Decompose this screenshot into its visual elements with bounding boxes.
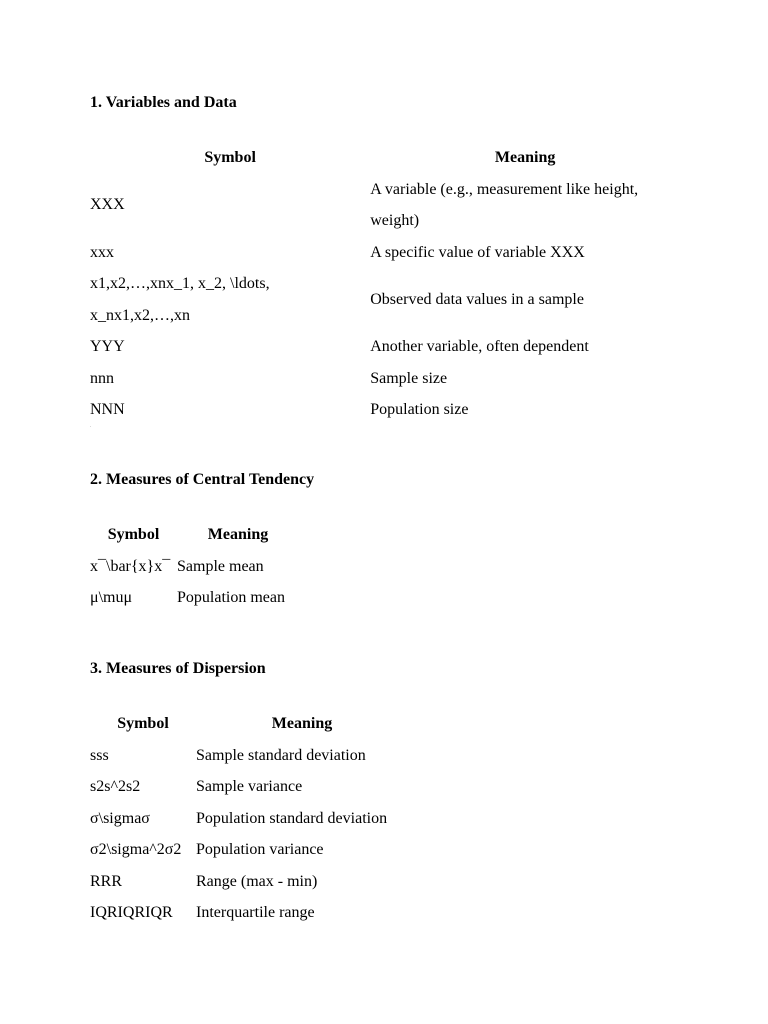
section-variables-and-data (90, 91, 680, 426)
symbol-cell: YYY (90, 338, 125, 355)
table-row (90, 174, 680, 237)
table-row (90, 740, 408, 772)
table-row (90, 866, 408, 898)
symbol-cell: xxx (90, 243, 114, 261)
symbol-cell: s2s^2s2 (90, 778, 141, 795)
column-header-symbol: Symbol (117, 715, 169, 732)
symbol-cell: RRR (90, 872, 123, 890)
meaning-cell: Sample size (370, 369, 448, 387)
meaning-cell: Population variance (196, 841, 324, 858)
meaning-cell: Another variable, often dependent (370, 338, 589, 355)
meaning-cell: Sample standard deviation (196, 746, 366, 764)
symbol-cell: σ\sigmaσ (90, 809, 150, 827)
meaning-cell: Population mean (177, 589, 285, 606)
symbol-cell: x¯\bar{x}x¯ (90, 557, 171, 575)
column-header-meaning: Meaning (271, 715, 333, 732)
meaning-cell: Range (max - min) (196, 872, 318, 890)
table-header-row (90, 519, 299, 551)
symbol-cell: nnn (90, 369, 114, 387)
symbol-table (90, 142, 680, 426)
column-header-meaning: Meaning (207, 526, 269, 543)
symbol-cell: σ2\sigma^2σ2 (90, 841, 182, 858)
section-heading: 3. Measures of Dispersion (90, 660, 266, 677)
symbol-cell: XXX (90, 196, 125, 214)
symbol-cell: x1,x2,…,xnx_1, x_2, \ldots, x_nx1,x2,…,xn (90, 275, 270, 324)
meaning-cell: Sample mean (177, 557, 264, 575)
table-row (90, 331, 680, 363)
meaning-cell: Population size (370, 401, 469, 418)
table-header-row (90, 142, 680, 174)
section-central-tendency (90, 468, 314, 614)
table-row (90, 771, 408, 803)
meaning-cell: Sample variance (196, 778, 303, 795)
meaning-cell: Population standard deviation (196, 809, 388, 827)
table-row (90, 268, 680, 331)
symbol-cell: IQRIQRIQR (90, 904, 173, 921)
symbol-table (90, 708, 408, 929)
section-heading: 1. Variables and Data (90, 94, 237, 111)
meaning-cell: Interquartile range (196, 904, 315, 921)
symbol-table (90, 519, 299, 614)
section-heading: 2. Measures of Central Tendency (90, 471, 315, 488)
section-dispersion (90, 657, 408, 929)
meaning-cell: A variable (e.g., measurement like height, weight) (370, 180, 639, 229)
table-row (90, 803, 408, 835)
table-row (90, 363, 680, 395)
table-row (90, 834, 408, 866)
meaning-cell: Observed data values in a sample (370, 290, 584, 308)
table-header-row (90, 708, 408, 740)
symbol-cell: NNN (90, 401, 125, 418)
table-row (90, 582, 299, 614)
table-row (90, 551, 299, 583)
table-row (90, 237, 680, 269)
symbol-cell: μ\muμ (90, 589, 133, 606)
symbol-cell: sss (90, 746, 109, 764)
column-header-symbol: Symbol (204, 149, 256, 166)
stray-mark (90, 426, 91, 427)
table-row (90, 897, 408, 929)
column-header-meaning: Meaning (494, 149, 556, 166)
meaning-cell: A specific value of variable XXX (370, 243, 585, 261)
table-row (90, 394, 680, 426)
column-header-symbol: Symbol (107, 526, 160, 543)
